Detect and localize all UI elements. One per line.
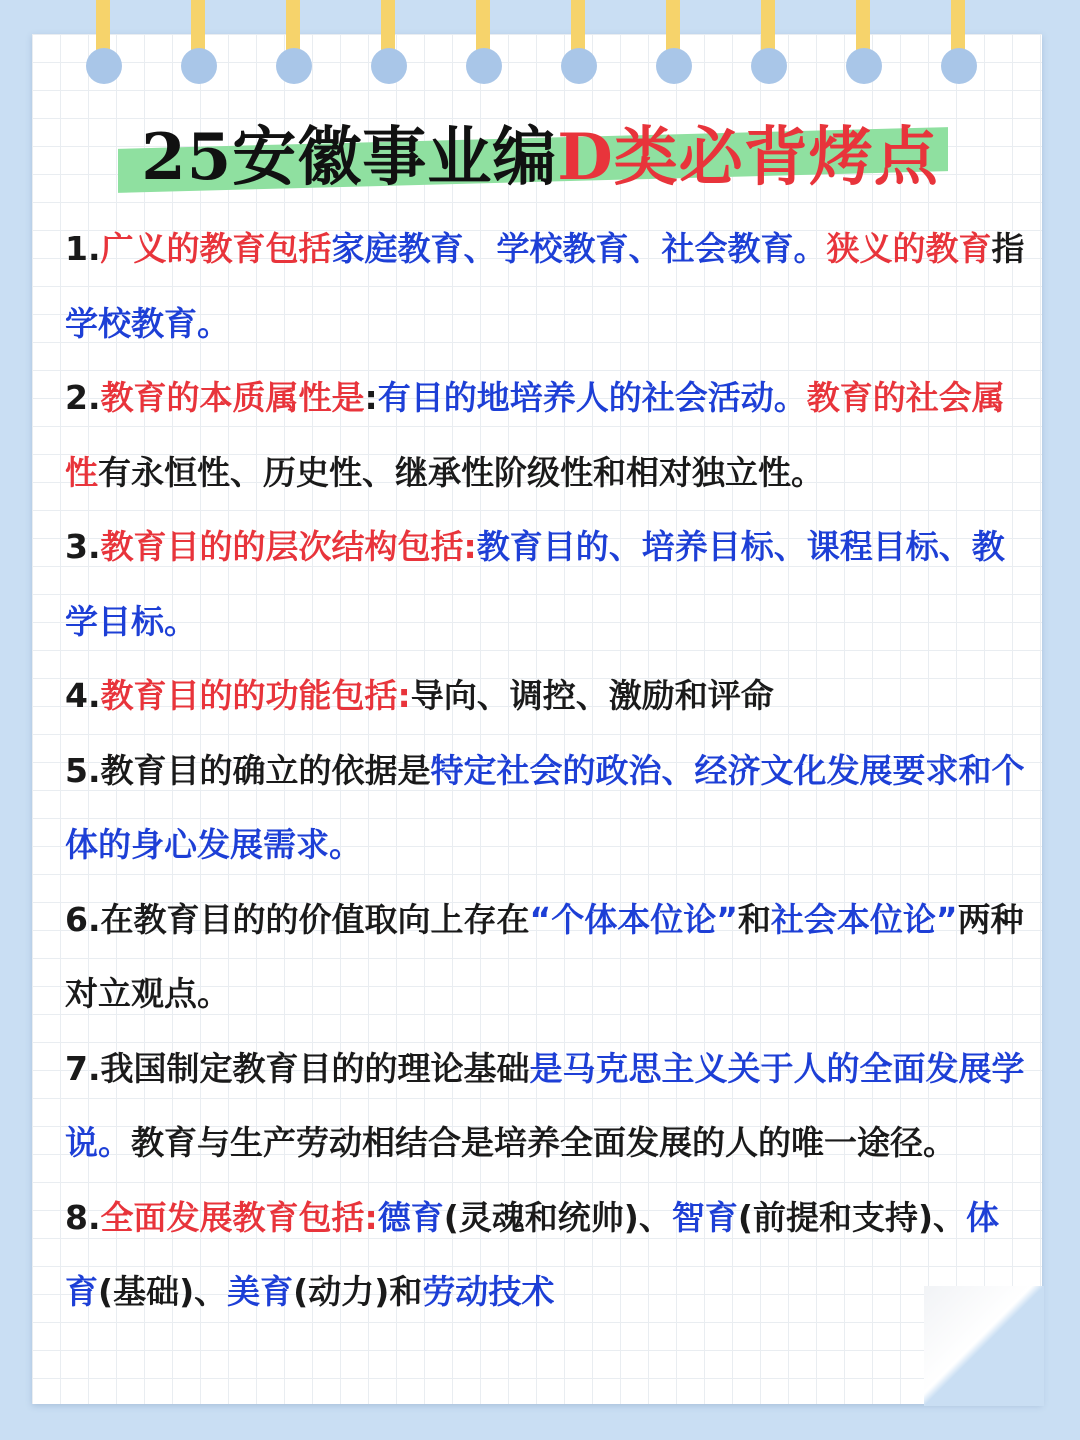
study-point-3: [65, 510, 1025, 659]
binder-ring-icon: [276, 0, 312, 90]
text-segment: 3.: [65, 527, 101, 566]
title-prefix: 25安徽事业编: [141, 120, 558, 195]
study-point-4: [65, 659, 1025, 734]
title-highlight-text: D类必背烤点: [557, 120, 939, 195]
title-block: [0, 100, 1080, 200]
binder-ring-icon: [656, 0, 692, 90]
text-segment: 美育: [227, 1272, 294, 1311]
study-point-2: [65, 361, 1025, 510]
binder-rings: [0, 0, 1080, 90]
text-segment: 是马克思主义关于人的全面发展学说。: [65, 1048, 1025, 1162]
study-point-5: [65, 734, 1025, 883]
text-segment: :: [364, 378, 378, 417]
binder-ring-icon: [371, 0, 407, 90]
text-segment: 教育目的、培养目标、课程目标、教学目标。: [65, 527, 1005, 641]
study-point-6: [65, 883, 1025, 1032]
study-points-list: [65, 212, 1025, 1330]
text-segment: 有目的地培养人的社会活动。: [377, 378, 807, 417]
text-segment: 7.我国制定教育目的的理论基础: [65, 1048, 530, 1088]
text-segment: 和: [737, 899, 771, 939]
binder-ring-icon: [941, 0, 977, 90]
text-segment: 教育的本质属性是: [100, 378, 365, 417]
text-segment: 智育: [671, 1197, 738, 1237]
text-segment: “个体本位论”: [529, 899, 738, 939]
text-segment: 两种对立观点。: [65, 899, 1024, 1013]
text-segment: 劳动技术: [422, 1272, 555, 1311]
study-point-8: [65, 1181, 1025, 1330]
text-segment: 8.: [65, 1197, 101, 1237]
text-segment: (灵魂和统帅)、: [443, 1197, 672, 1237]
text-segment: 教育与生产劳动相结合是培养全面发展的人的唯一途径。: [131, 1123, 956, 1162]
text-segment: 教育的社会属性: [65, 378, 1005, 492]
text-segment: 全面发展教育包括:: [100, 1197, 378, 1237]
text-segment: 导向、调控、激励和评命: [410, 676, 774, 715]
text-segment: 教育目的的层次结构包括:: [100, 527, 477, 566]
text-segment: 2.: [65, 378, 101, 417]
text-segment: 特定社会的政治、经济文化发展要求和个体的身心发展需求。: [65, 750, 1025, 864]
text-segment: 体育: [65, 1197, 1000, 1311]
text-segment: (前提和支持)、: [737, 1197, 967, 1237]
binder-ring-icon: [86, 0, 122, 90]
text-segment: 狭义的教育: [826, 229, 992, 268]
study-point-7: [65, 1032, 1025, 1181]
text-segment: 5.教育目的确立的依据是: [65, 750, 431, 790]
study-point-1: [65, 212, 1025, 361]
binder-ring-icon: [561, 0, 597, 90]
binder-ring-icon: [751, 0, 787, 90]
text-segment: 4.: [65, 676, 101, 715]
text-segment: 教育目的的功能包括:: [100, 676, 411, 715]
text-segment: 学校教育。: [65, 303, 230, 343]
text-segment: 家庭教育、学校教育、社会教育。: [331, 229, 827, 268]
text-segment: (基础)、: [98, 1272, 228, 1311]
text-segment: 有永恒性、历史性、继承性阶级性和相对独立性。: [98, 452, 824, 492]
text-segment: 指: [991, 229, 1025, 268]
binder-ring-icon: [181, 0, 217, 90]
page-title: [0, 106, 1080, 198]
text-segment: (动力)和: [293, 1272, 423, 1311]
binder-ring-icon: [846, 0, 882, 90]
text-segment: 1.: [65, 229, 101, 268]
text-segment: 社会本位论”: [770, 899, 958, 939]
text-segment: 广义的教育包括: [100, 229, 332, 268]
binder-ring-icon: [466, 0, 502, 90]
text-segment: 6.在教育目的的价值取向上存在: [65, 899, 530, 939]
text-segment: 德育: [377, 1197, 444, 1237]
